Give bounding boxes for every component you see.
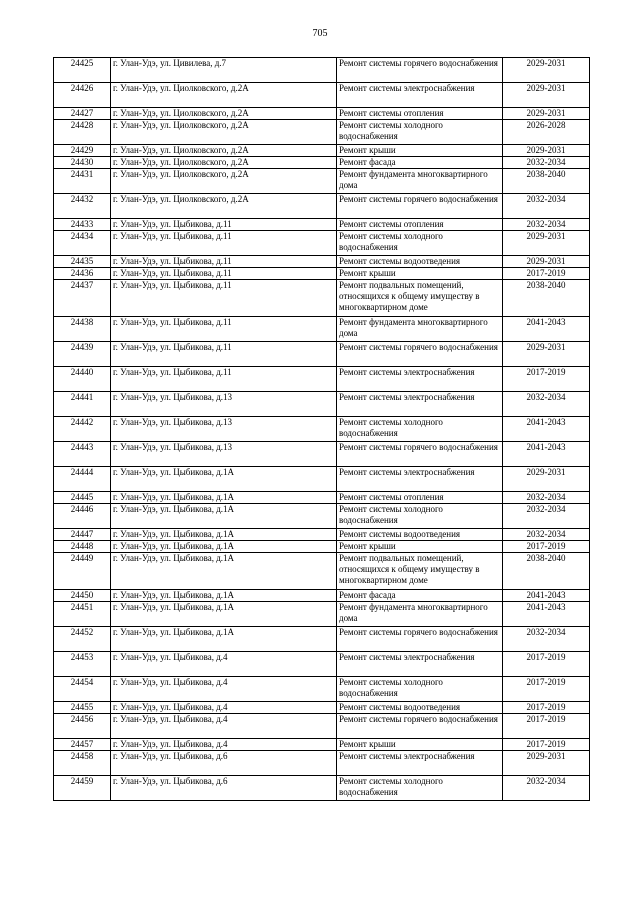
work-type-cell: Ремонт системы горячего водоснабжения (337, 342, 503, 367)
row-number-cell: 24437 (54, 280, 111, 317)
work-type-cell: Ремонт системы водоотведения (337, 702, 503, 714)
work-type-cell: Ремонт системы холодного водоснабжения (337, 231, 503, 256)
period-cell: 2032-2034 (503, 504, 590, 529)
period-cell: 2038-2040 (503, 169, 590, 194)
period-cell: 2029-2031 (503, 467, 590, 492)
row-number-cell: 24449 (54, 553, 111, 590)
table-row (54, 504, 590, 529)
table-row (54, 83, 590, 108)
table-row (54, 169, 590, 194)
period-cell: 2026-2028 (503, 120, 590, 145)
work-type-cell: Ремонт крыши (337, 541, 503, 553)
work-type-cell: Ремонт системы горячего водоснабжения (337, 58, 503, 83)
table-row (54, 157, 590, 169)
address-cell: г. Улан-Удэ, ул. Цыбикова, д.4 (111, 652, 337, 677)
row-number-cell: 24440 (54, 367, 111, 392)
address-cell: г. Улан-Удэ, ул. Циолковского, д.2А (111, 145, 337, 157)
row-number-cell: 24445 (54, 492, 111, 504)
period-cell: 2032-2034 (503, 392, 590, 417)
work-type-cell: Ремонт системы горячего водоснабжения (337, 442, 503, 467)
row-number-cell: 24458 (54, 751, 111, 776)
period-cell: 2041-2043 (503, 442, 590, 467)
row-number-cell: 24457 (54, 739, 111, 751)
table-body (54, 58, 590, 801)
period-cell: 2032-2034 (503, 529, 590, 541)
table-row (54, 342, 590, 367)
work-type-cell: Ремонт системы электроснабжения (337, 652, 503, 677)
table-row (54, 541, 590, 553)
row-number-cell: 24441 (54, 392, 111, 417)
repair-schedule-table (53, 57, 590, 801)
page-number: 705 (312, 28, 328, 39)
row-number-cell: 24447 (54, 529, 111, 541)
table-row (54, 442, 590, 467)
table-row (54, 194, 590, 219)
period-cell: 2017-2019 (503, 541, 590, 553)
work-type-cell: Ремонт системы электроснабжения (337, 83, 503, 108)
table-row (54, 677, 590, 702)
address-cell: г. Улан-Удэ, ул. Цивилева, д.7 (111, 58, 337, 83)
row-number-cell: 24444 (54, 467, 111, 492)
address-cell: г. Улан-Удэ, ул. Циолковского, д.2А (111, 120, 337, 145)
period-cell: 2029-2031 (503, 58, 590, 83)
address-cell: г. Улан-Удэ, ул. Циолковского, д.2А (111, 169, 337, 194)
work-type-cell: Ремонт системы холодного водоснабжения (337, 776, 503, 801)
work-type-cell: Ремонт подвальных помещений, относящихся к общему имуществу в многоквартирном доме (337, 280, 503, 317)
row-number-cell: 24432 (54, 194, 111, 219)
work-type-cell: Ремонт системы отопления (337, 219, 503, 231)
table-row (54, 492, 590, 504)
address-cell: г. Улан-Удэ, ул. Цыбикова, д.11 (111, 280, 337, 317)
period-cell: 2038-2040 (503, 280, 590, 317)
table-row (54, 652, 590, 677)
row-number-cell: 24448 (54, 541, 111, 553)
row-number-cell: 24433 (54, 219, 111, 231)
work-type-cell: Ремонт крыши (337, 268, 503, 280)
period-cell: 2017-2019 (503, 268, 590, 280)
address-cell: г. Улан-Удэ, ул. Цыбикова, д.11 (111, 219, 337, 231)
work-type-cell: Ремонт системы холодного водоснабжения (337, 677, 503, 702)
table-row (54, 529, 590, 541)
period-cell: 2017-2019 (503, 652, 590, 677)
table-row (54, 120, 590, 145)
address-cell: г. Улан-Удэ, ул. Цыбикова, д.11 (111, 268, 337, 280)
row-number-cell: 24430 (54, 157, 111, 169)
address-cell: г. Улан-Удэ, ул. Цыбикова, д.4 (111, 677, 337, 702)
row-number-cell: 24434 (54, 231, 111, 256)
table-row (54, 417, 590, 442)
row-number-cell: 24454 (54, 677, 111, 702)
address-cell: г. Улан-Удэ, ул. Циолковского, д.2А (111, 83, 337, 108)
row-number-cell: 24435 (54, 256, 111, 268)
period-cell: 2029-2031 (503, 751, 590, 776)
row-number-cell: 24429 (54, 145, 111, 157)
row-number-cell: 24436 (54, 268, 111, 280)
table-row (54, 467, 590, 492)
address-cell: г. Улан-Удэ, ул. Цыбикова, д.4 (111, 702, 337, 714)
work-type-cell: Ремонт системы электроснабжения (337, 392, 503, 417)
row-number-cell: 24442 (54, 417, 111, 442)
address-cell: г. Улан-Удэ, ул. Цыбикова, д.1А (111, 627, 337, 652)
period-cell: 2029-2031 (503, 256, 590, 268)
work-type-cell: Ремонт системы холодного водоснабжения (337, 504, 503, 529)
row-number-cell: 24439 (54, 342, 111, 367)
table-row (54, 231, 590, 256)
work-type-cell: Ремонт системы отопления (337, 108, 503, 120)
period-cell: 2029-2031 (503, 83, 590, 108)
address-cell: г. Улан-Удэ, ул. Цыбикова, д.11 (111, 367, 337, 392)
period-cell: 2041-2043 (503, 590, 590, 602)
row-number-cell: 24453 (54, 652, 111, 677)
row-number-cell: 24452 (54, 627, 111, 652)
work-type-cell: Ремонт системы отопления (337, 492, 503, 504)
work-type-cell: Ремонт фасада (337, 590, 503, 602)
row-number-cell: 24450 (54, 590, 111, 602)
address-cell: г. Улан-Удэ, ул. Циолковского, д.2А (111, 157, 337, 169)
work-type-cell: Ремонт системы водоотведения (337, 529, 503, 541)
work-type-cell: Ремонт фундамента многоквартирного дома (337, 602, 503, 627)
address-cell: г. Улан-Удэ, ул. Цыбикова, д.1А (111, 602, 337, 627)
address-cell: г. Улан-Удэ, ул. Цыбикова, д.11 (111, 342, 337, 367)
table-row (54, 751, 590, 776)
address-cell: г. Улан-Удэ, ул. Циолковского, д.2А (111, 108, 337, 120)
address-cell: г. Улан-Удэ, ул. Цыбикова, д.1А (111, 541, 337, 553)
period-cell: 2032-2034 (503, 776, 590, 801)
period-cell: 2041-2043 (503, 602, 590, 627)
row-number-cell: 24425 (54, 58, 111, 83)
period-cell: 2017-2019 (503, 714, 590, 739)
work-type-cell: Ремонт системы водоотведения (337, 256, 503, 268)
period-cell: 2017-2019 (503, 739, 590, 751)
table-row (54, 553, 590, 590)
table-row (54, 776, 590, 801)
address-cell: г. Улан-Удэ, ул. Циолковского, д.2А (111, 194, 337, 219)
address-cell: г. Улан-Удэ, ул. Цыбикова, д.6 (111, 776, 337, 801)
row-number-cell: 24438 (54, 317, 111, 342)
work-type-cell: Ремонт системы горячего водоснабжения (337, 194, 503, 219)
table-row (54, 219, 590, 231)
address-cell: г. Улан-Удэ, ул. Цыбикова, д.1А (111, 504, 337, 529)
row-number-cell: 24431 (54, 169, 111, 194)
table-row (54, 58, 590, 83)
address-cell: г. Улан-Удэ, ул. Цыбикова, д.11 (111, 231, 337, 256)
work-type-cell: Ремонт системы горячего водоснабжения (337, 627, 503, 652)
work-type-cell: Ремонт системы электроснабжения (337, 467, 503, 492)
period-cell: 2032-2034 (503, 157, 590, 169)
period-cell: 2017-2019 (503, 367, 590, 392)
period-cell: 2032-2034 (503, 492, 590, 504)
row-number-cell: 24455 (54, 702, 111, 714)
table-row (54, 392, 590, 417)
row-number-cell: 24456 (54, 714, 111, 739)
work-type-cell: Ремонт фундамента многоквартирного дома (337, 169, 503, 194)
work-type-cell: Ремонт системы холодного водоснабжения (337, 120, 503, 145)
period-cell: 2041-2043 (503, 317, 590, 342)
work-type-cell: Ремонт подвальных помещений, относящихся к общему имуществу в многоквартирном доме (337, 553, 503, 590)
table-row (54, 256, 590, 268)
period-cell: 2029-2031 (503, 342, 590, 367)
table-row (54, 108, 590, 120)
period-cell: 2032-2034 (503, 219, 590, 231)
address-cell: г. Улан-Удэ, ул. Цыбикова, д.1А (111, 492, 337, 504)
period-cell: 2029-2031 (503, 231, 590, 256)
address-cell: г. Улан-Удэ, ул. Цыбикова, д.4 (111, 714, 337, 739)
address-cell: г. Улан-Удэ, ул. Цыбикова, д.4 (111, 739, 337, 751)
work-type-cell: Ремонт фундамента многоквартирного дома (337, 317, 503, 342)
table-row (54, 714, 590, 739)
address-cell: г. Улан-Удэ, ул. Цыбикова, д.13 (111, 392, 337, 417)
work-type-cell: Ремонт системы электроснабжения (337, 751, 503, 776)
table-row (54, 367, 590, 392)
row-number-cell: 24459 (54, 776, 111, 801)
work-type-cell: Ремонт системы холодного водоснабжения (337, 417, 503, 442)
period-cell: 2029-2031 (503, 145, 590, 157)
work-type-cell: Ремонт системы электроснабжения (337, 367, 503, 392)
table-row (54, 702, 590, 714)
address-cell: г. Улан-Удэ, ул. Цыбикова, д.13 (111, 417, 337, 442)
row-number-cell: 24428 (54, 120, 111, 145)
row-number-cell: 24426 (54, 83, 111, 108)
work-type-cell: Ремонт крыши (337, 739, 503, 751)
address-cell: г. Улан-Удэ, ул. Цыбикова, д.1А (111, 529, 337, 541)
work-type-cell: Ремонт крыши (337, 145, 503, 157)
table-row (54, 268, 590, 280)
period-cell: 2017-2019 (503, 702, 590, 714)
period-cell: 2032-2034 (503, 627, 590, 652)
address-cell: г. Улан-Удэ, ул. Цыбикова, д.1А (111, 553, 337, 590)
row-number-cell: 24451 (54, 602, 111, 627)
work-type-cell: Ремонт фасада (337, 157, 503, 169)
table-row (54, 317, 590, 342)
table-row (54, 602, 590, 627)
table-row (54, 739, 590, 751)
address-cell: г. Улан-Удэ, ул. Цыбикова, д.1А (111, 467, 337, 492)
period-cell: 2032-2034 (503, 194, 590, 219)
period-cell: 2029-2031 (503, 108, 590, 120)
period-cell: 2017-2019 (503, 677, 590, 702)
address-cell: г. Улан-Удэ, ул. Цыбикова, д.1А (111, 590, 337, 602)
address-cell: г. Улан-Удэ, ул. Цыбикова, д.11 (111, 256, 337, 268)
address-cell: г. Улан-Удэ, ул. Цыбикова, д.6 (111, 751, 337, 776)
period-cell: 2038-2040 (503, 553, 590, 590)
table-row (54, 280, 590, 317)
address-cell: г. Улан-Удэ, ул. Цыбикова, д.13 (111, 442, 337, 467)
address-cell: г. Улан-Удэ, ул. Цыбикова, д.11 (111, 317, 337, 342)
table-row (54, 627, 590, 652)
table-row (54, 145, 590, 157)
row-number-cell: 24446 (54, 504, 111, 529)
work-type-cell: Ремонт системы горячего водоснабжения (337, 714, 503, 739)
row-number-cell: 24443 (54, 442, 111, 467)
table-row (54, 590, 590, 602)
period-cell: 2041-2043 (503, 417, 590, 442)
row-number-cell: 24427 (54, 108, 111, 120)
